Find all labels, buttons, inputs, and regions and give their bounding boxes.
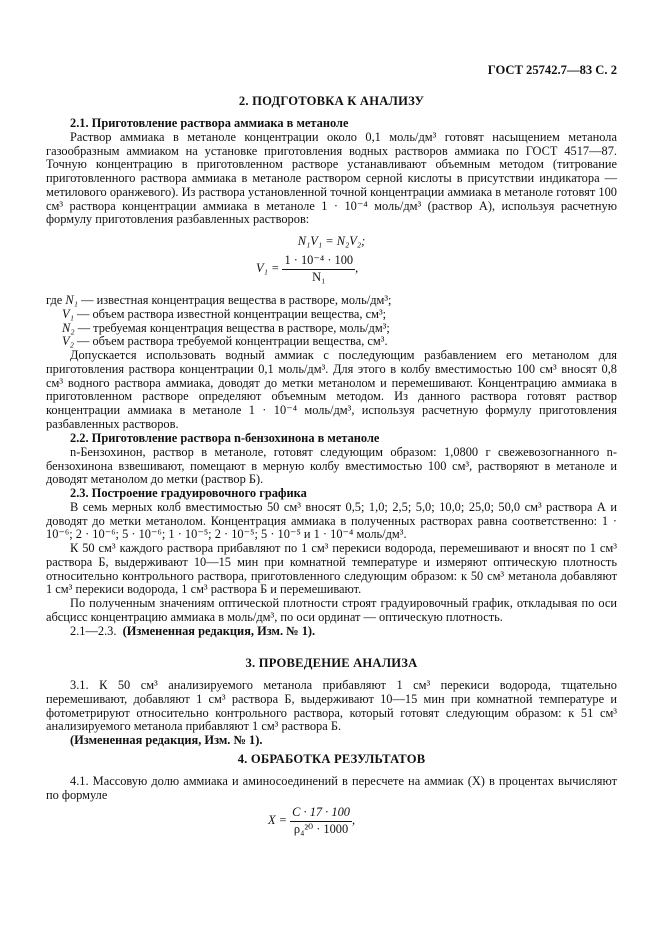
definition-text: — объем раствора требуемой концентрации вещества, см³.: [77, 334, 388, 349]
section-4-body: [46, 775, 617, 803]
definitions-list: [46, 294, 617, 432]
subsection-2-2-title: 2.2. Приготовление раствора n-бензохинона в метаноле: [70, 431, 380, 445]
mass-fraction-denominator: ρ₄²⁰ · 1000: [293, 821, 349, 836]
symbol: N₂: [62, 320, 75, 335]
subsection-2-2-paragraph: n-Бензохинон, раствор в метаноле, готовят следующим образом: 1,0800 г свежевозогнанного n-бензохинона взвешивают, помещают в мерную колбу вместимостью 100 см³, растворяют в метаноле и доводят метанолом до метки (раствор Б).: [46, 444, 617, 487]
symbol: V₂: [62, 334, 74, 349]
subsection-2-3-paragraph-2: К 50 см³ каждого раствора прибавляют по 1 см³ перекиси водорода, перемешивают и вносят по 1 см³ раствора Б, выдерживают 10—15 мин при комнатной температуре и измеряют оптическую плотность относительно контрольного раствора, приготовленного следующим образом: к 50 см³ метанола добавляют 1 см³ перекиси водорода, 1 см³ раствора Б и перемешивают.: [46, 541, 617, 597]
definition-n1: [46, 294, 617, 308]
mass-fraction-lhs: X =: [268, 813, 288, 828]
definition-text: — объем раствора известной концентрации вещества, см³;: [77, 306, 387, 321]
definition-v2: [46, 335, 617, 349]
subsection-2-1-title: 2.1. Приготовление раствора аммиака в метаноле: [70, 116, 349, 130]
volume-formula-lhs: V₁ =: [256, 261, 280, 276]
subsection-2-3-paragraph-1: В семь мерных колб вместимостью 50 см³ вносят 0,5; 1,0; 2,5; 5,0; 10,0; 25,0; 50,0 см³ раствора А и доводят до метки метанолом. Концентрация аммиака в полученных растворах равна соответственно: 1 · 10⁻⁶; 2 · 10⁻⁶; 5 · 10⁻⁶; 1 · 10⁻⁵; 2 · 10⁻⁵; 5 · 10⁻⁵ и 1 · 10⁻⁴ моль/дм³.: [46, 499, 617, 542]
subsection-2-3-paragraph-3: По полученным значениям оптической плотности строят градуировочный график, откладывая по оси абсцисс концентрацию аммиака в моль/дм³, по оси ординат — оптическую плотность.: [46, 596, 617, 624]
document-reference: ГОСТ 25742.7—83 С. 2: [487, 63, 617, 77]
subsection-2-1-paragraph-2: Допускается использовать водный аммиак с последующим разбавлением его метанолом для приготовления раствора концентрации 0,1 моль/дм³. Для этого в колбу вместимостью 100 см³ вносят 0,8 см³ водного раствора аммиака, доводят до метки метанолом и перемешивают. Концентрацию аммиака в приготовленном растворе определяют объемным методом. Из данного раствора готовят раствор концентрации аммиака в метаноле 1 · 10⁻⁴ моль/дм³, используя расчетную формулу приготовления разбавленных растворов.: [46, 348, 617, 431]
volume-formula-fraction: [282, 254, 355, 285]
mass-fraction-formula: [268, 806, 355, 837]
amendment-note: (Измененная редакция, Изм. № 1).: [122, 623, 316, 638]
subsection-2-3-title: 2.3. Построение градуировочного графика: [70, 486, 307, 500]
section-3-title: 3. ПРОВЕДЕНИЕ АНАЛИЗА: [245, 656, 418, 670]
section-4-title: 4. ОБРАБОТКА РЕЗУЛЬТАТОВ: [237, 752, 426, 766]
definition-text: — известная концентрация вещества в растворе, моль/дм³;: [81, 293, 392, 307]
volume-formula: [256, 254, 358, 285]
section-3-paragraph: 3.1. К 50 см³ анализируемого метанола прибавляют 1 см³ перекиси водорода, тщательно перемешивают, добавляют 1 см³ раствора Б, выдерживают 10—15 мин при комнатной температуре и фотометрируют относительно контрольного раствора, который готовят следующим образом: к 51 см³ анализируемого метанола прибавляют 1 см³ раствора Б.: [46, 678, 617, 734]
where-label: где: [46, 293, 63, 307]
section-2-title: 2. ПОДГОТОВКА К АНАЛИЗУ: [238, 94, 425, 108]
section-3-amendment: (Измененная редакция, Изм. № 1).: [70, 733, 263, 747]
definition-n2: [46, 322, 617, 336]
volume-formula-numerator: 1 · 10⁻⁴ · 100: [282, 254, 355, 270]
subsection-2-2: [46, 432, 617, 487]
section-4-paragraph: 4.1. Массовую долю аммиака и аминосоединений в пересчете на аммиак (X) в процентах вычисляют по формуле: [46, 774, 617, 802]
definition-v1: [46, 308, 617, 322]
mass-fraction-comma: ,: [351, 813, 356, 828]
mass-fraction-numerator: C · 17 · 100: [290, 806, 352, 822]
subsection-2-3: [46, 487, 617, 638]
section-3-body: [46, 679, 617, 748]
definition-text: — требуемая концентрация вещества в растворе, моль/дм³;: [77, 320, 390, 335]
dilution-formula: N₁V₁ = N₂V₂;: [297, 234, 366, 248]
subsection-2-1: [46, 117, 617, 227]
symbol: N₁: [65, 293, 78, 307]
subsection-2-1-paragraph-1: Раствор аммиака в метаноле концентрации около 0,1 моль/дм³ готовят насыщением метанола газообразным аммиаком на установке приготовления водных растворов аммиака по ГОСТ 4517—87. Точную концентрацию в приготовленном растворе устанавливают объемным методом (титрование приготовленного раствора аммиака в метаноле раствором серной кислоты в присутствии индикатора — метилового оранжевого). Из раствора установленной точной концентрации аммиака в метаноле готовят 100 см³ раствора концентрации аммиака в метаноле 1 · 10⁻⁴ моль/дм³ (раствор А), используя расчетную формулу приготовления разбавленных растворов:: [46, 129, 617, 227]
section-2-amendment: [46, 625, 617, 639]
symbol: V₁: [62, 306, 74, 321]
volume-formula-comma: ,: [355, 261, 359, 276]
amendment-ref: 2.1—2.3.: [70, 623, 117, 638]
mass-fraction-fraction: [290, 806, 352, 837]
volume-formula-denominator: N₁: [312, 269, 326, 284]
